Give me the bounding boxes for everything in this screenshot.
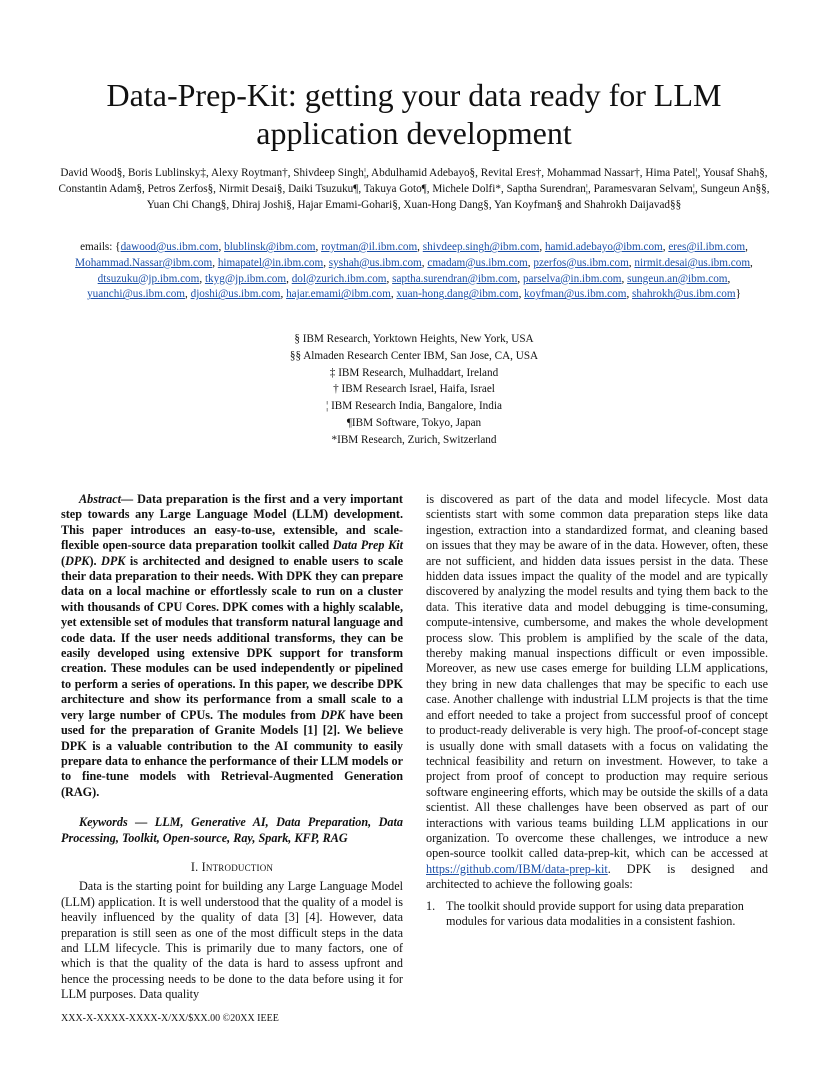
affiliation: ¦ IBM Research India, Bangalore, India <box>326 400 502 413</box>
email-separator: , <box>626 288 633 301</box>
email-link[interactable]: djoshi@us.ibm.com <box>190 288 281 301</box>
email-link[interactable]: shivdeep.singh@ibm.com <box>422 241 540 253</box>
email-link[interactable]: parselva@in.ibm.com <box>522 272 622 285</box>
email-separator: , <box>421 256 428 269</box>
affiliation: ‡ IBM Research, Mulhaddart, Ireland <box>329 366 499 379</box>
email-link[interactable]: sungeun.an@ibm.com <box>627 272 728 285</box>
email-separator: , <box>286 272 292 285</box>
intro-text: . DPK is designed and architected to achieve the following goals: <box>426 861 768 892</box>
emails-prefix: emails: { <box>80 241 121 253</box>
email-link[interactable]: hajar.emami@ibm.com <box>286 288 391 301</box>
affiliation: *IBM Research, Zurich, Switzerland <box>331 433 497 446</box>
github-link[interactable]: https://github.com/IBM/data-prep-kit <box>426 861 608 876</box>
email-link[interactable]: cmadam@us.ibm.com <box>427 256 528 269</box>
email-link[interactable]: saptha.surendran@ibm.com <box>392 272 518 285</box>
abstract-label: Abstract— <box>79 492 134 506</box>
abstract-text: Data preparation is the first and a very important step towards any Large Language Model (LLM) development. This paper introduces an easy-to-use, extensible, and scale-flexible open-source data preparation toolkit called <box>61 492 403 553</box>
abstract-text: ). <box>89 553 102 568</box>
email-list <box>60 240 768 303</box>
paper-title: Data-Prep-Kit: getting your data ready for LLM application development <box>106 77 722 151</box>
toolkit-abbr: DPK <box>101 553 126 568</box>
email-links <box>75 241 753 300</box>
email-link[interactable]: shahrokh@us.ibm.com <box>632 288 736 301</box>
email-separator: , <box>662 241 669 253</box>
email-separator: , <box>218 241 225 253</box>
list-number: 1. <box>426 898 436 913</box>
email-separator: , <box>185 288 191 301</box>
email-separator: , <box>315 241 322 253</box>
toolkit-abbr: DPK <box>320 707 345 722</box>
footer-copyright: XXX-X-XXXX-XXXX-X/XX/$XX.00 ©20XX IEEE <box>61 1013 279 1024</box>
email-separator: , <box>199 272 205 285</box>
email-separator: , <box>628 256 635 269</box>
email-link[interactable]: tkyg@jp.ibm.com <box>204 272 287 285</box>
email-link[interactable]: yuanchi@us.ibm.com <box>87 288 185 301</box>
email-link[interactable]: dawood@us.ibm.com <box>120 241 219 253</box>
email-separator: , <box>745 241 748 253</box>
list-text: The toolkit should provide support for using data preparation modules for various data modalities in a consistent fashion. <box>446 898 744 928</box>
email-link[interactable]: himapatel@in.ibm.com <box>217 256 324 269</box>
toolkit-abbr: DPK <box>65 553 90 568</box>
affiliation: ¶IBM Software, Tokyo, Japan <box>346 416 482 429</box>
email-separator: , <box>280 288 287 301</box>
email-separator: , <box>518 288 525 301</box>
affiliation: † IBM Research Israel, Haifa, Israel <box>333 383 495 396</box>
affiliation: §§ Almaden Research Center IBM, San Jose, CA, USA <box>289 349 539 362</box>
email-link[interactable]: pzerfos@us.ibm.com <box>533 256 629 269</box>
email-separator: , <box>621 272 628 285</box>
affiliation-list <box>214 331 614 449</box>
email-link[interactable]: koyfman@us.ibm.com <box>524 288 627 301</box>
email-separator: , <box>517 272 523 285</box>
abstract-text: have been used for the preparation of Granite Models [1] [2]. We believe DPK is a valuable contribution to the AI community to easily prepare data to enhance the performance of their LLM models or to fine-tune models with Retrieval-Augmented Generation (RAG). <box>61 707 404 799</box>
email-link[interactable]: roytman@il.ibm.com <box>321 241 418 253</box>
email-link[interactable]: xuan-hong.dang@ibm.com <box>396 288 519 301</box>
email-link[interactable]: dtsuzuku@jp.ibm.com <box>97 272 200 285</box>
email-link[interactable]: Mohammad.Nassar@ibm.com <box>75 256 213 269</box>
email-separator: , <box>390 288 397 301</box>
left-column <box>61 492 403 1003</box>
author-list: David Wood§, Boris Lublinsky‡, Alexy Roytman†, Shivdeep Singh¦, Abdulhamid Adebayo§, Revital Eres†, Mohammad Nassar†, Hima Patel¦, Yousaf Shah§, Constantin Adam§, Petros Zerfos§, Nirmit Desai§, Daiki Tsuzuku¶, Takuya Goto¶, Michele Dolfi*, Saptha Surendran¦, Paramesvaran Selvam¦, Sungeun An§§, Yuan Chi Chang§, Dhiraj Joshi§, Hajar Emami-Gohari§, Xuan-Hong Dang§, Yan Koyfman§ and Shahrokh Daijavad§§ <box>58 167 770 211</box>
email-separator: , <box>417 241 423 253</box>
emails-suffix: } <box>735 288 741 301</box>
abstract <box>61 492 403 800</box>
intro-paragraph: Data is the starting point for building any Large Language Model (LLM) application. It is well understood that the quality of a model is heavily influenced by the quality of data [3] [4]. However, data preparation is still seen as one of the most difficult steps in the data and LLM lifecycle. This is primarily due to many factors, one of which is that the quality of the data is hard to assess upfront and hence the processing needs to be done to the data before using it for LLM purposes. Data quality <box>61 879 403 1002</box>
email-separator: , <box>527 256 534 269</box>
goal-list-item <box>426 899 768 930</box>
email-link[interactable]: nirmit.desai@us.ibm.com <box>634 256 751 269</box>
email-separator: , <box>212 256 218 269</box>
abstract-text: ( <box>61 553 66 568</box>
intro-text: is discovered as part of the data and model lifecycle. Most data scientists start with some common data preparation steps like data ingestion, extraction into a standardized format, and cleaning based on issues that they may be aware of in the data. However, often, these are not sufficient, and hidden data issues persist in the data. These hidden data issues impact the quality of the model and are typically discovered by analyzing the model results and tying them back to the data. This iterative data and model debugging is time-consuming, compute-intensive, cumbersome, and makes the whole development process slow. This problem is amplified by the scale of the data, thereby making manual inspections difficult or even impossible. Moreover, as new use cases emerge for building LLM applications, they bring in new data challenges that may be specific to each use case. Another challenge with industrial LLM projects is that the time and effort needed to take a project from successful proof of concept to product-ready deliverable is very high. The proof-of-concept stage is usually done with small datasets with a focus on validating the technical feasibility and return on investment. However, to take a project from proof of concept to production may require serious software engineering efforts, which may be outside the skills of a data scientist. All these challenges have been observed as part of our interactions with various teams building LLM applications in our organization. To overcome these challenges, we introduce a new open-source toolkit called data-prep-kit, which can be accessed at <box>426 492 768 861</box>
email-link[interactable]: dol@zurich.ibm.com <box>291 272 387 285</box>
email-link[interactable]: hamid.adebayo@ibm.com <box>544 241 663 253</box>
keywords: Keywords — LLM, Generative AI, Data Preparation, Data Processing, Toolkit, Open-source, Ray, Spark, KFP, RAG <box>61 815 403 845</box>
intro-paragraph-continued <box>426 492 768 893</box>
toolkit-name: Data Prep Kit <box>332 538 404 553</box>
affiliation: § IBM Research, Yorktown Heights, New York, USA <box>294 333 534 345</box>
email-separator: , <box>539 241 545 253</box>
email-separator: , <box>386 272 393 285</box>
abstract-text: is architected and designed to enable users to scale their data preparation to their needs. With DPK they can prepare data on a local machine or effortlessly scale to run on a cluster with thousands of CPU Cores. DPK comes with a highly scalable, yet extensible set of modules that transform natural language and code data. If the user needs additional transforms, they can be easily developed using extensive DPK support for transform creation. These modules can be used independently or pipelined to perform a series of operations. In this paper, we describe DPK architecture and show its performance from a small scale to a very large number of CPUs. The modules from <box>61 553 403 722</box>
email-separator: , <box>750 256 753 269</box>
email-link[interactable]: syshah@us.ibm.com <box>328 256 422 269</box>
right-column <box>426 492 768 929</box>
section-heading: I. Introduction <box>190 859 274 874</box>
email-link[interactable]: blublinsk@ibm.com <box>224 241 316 253</box>
email-link[interactable]: eres@il.ibm.com <box>668 241 746 253</box>
email-separator: , <box>727 272 731 285</box>
email-separator: , <box>323 256 329 269</box>
